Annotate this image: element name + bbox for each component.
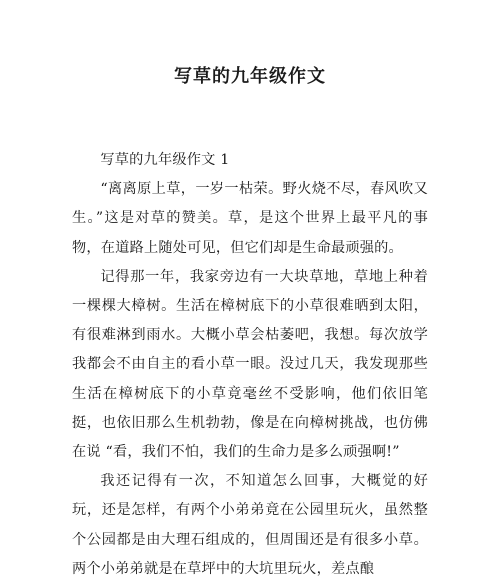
document-title: 写草的九年级作文 (174, 66, 326, 87)
paragraph-3: 我还记得有一次，不知道怎么回事，大概觉的好玩，还是怎样，有两个小弟弟竟在公园里玩火，虽然整个公园都是由大理石组成的，但周围还是有很多小草。两个小弟弟就是在草坪中的大坑里玩火，差点酿 (72, 473, 428, 577)
paragraph-2: 记得那一年，我家旁边有一大块草地，草地上种着一棵棵大樟树。生活在樟树底下的小草很难晒到太阳，有很难淋到雨水。大概小草会枯萎吧，我想。每次放学我都会不由自主的看小草一眼。没过几天，我发现那些生活在樟树底下的小草竟毫丝不受影响，他们依旧笔挺，也依旧那么生机勃勃，像是在向樟树挑战，也仿佛在说 “看，我们不怕，我们的生命力是多么顽强啊!” (72, 268, 428, 461)
essay-subtitle: 写草的九年级作文 1 (100, 152, 230, 168)
document-body (72, 146, 428, 584)
paragraph-1: “离离原上草，一岁一枯荣。野火烧不尽，春风吹又生。”这是对草的赞美。草，是这个世界上最平凡的事物，在道路上随处可见，但它们却是生命最顽强的。 (72, 181, 428, 256)
